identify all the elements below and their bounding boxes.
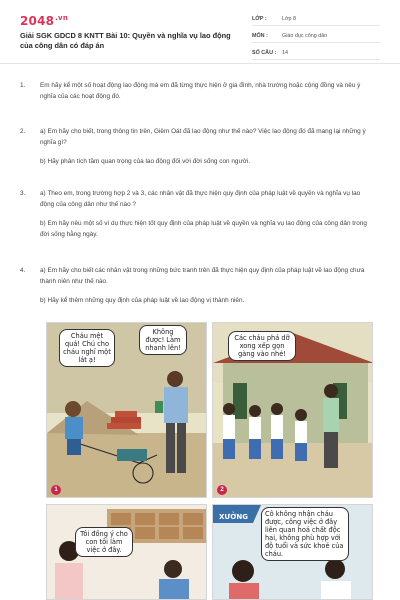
factory-sign: XƯỞNG: [219, 513, 248, 521]
question-text: a) Theo em, trong trường hợp 2 và 3, các nhân vật đã thực hiện quy định của pháp luật về quyền và nghĩa vụ lao động của công dân như thế nào ?: [40, 190, 361, 208]
panel-badge: 1: [51, 485, 61, 495]
question-text: Em hãy kể một số hoạt động lao động mà em đã từng thực hiện ở gia đình, nhà trường hoặc cộng đồng và nêu ý nghĩa của các hoạt động đó.: [40, 82, 361, 100]
meta-row-grade: LỚP : Lớp 8: [252, 12, 380, 26]
speech-bubble: Cô không nhận cháu được, công việc ở đây liên quan hoá chất độc hại, không phù hợp với độ tuổi và sức khoẻ của cháu.: [261, 507, 349, 561]
meta-row-count: SỐ CÂU : 14: [252, 46, 380, 60]
meta-table: [252, 12, 380, 60]
question-text: b) Em hãy nêu một số ví dụ thực hiện tốt quy định của pháp luật về quyền và nghĩa vụ lao động của công dân trong đời sống hằng ngày.: [40, 220, 367, 238]
speech-bubble: Các cháu phá dỡ xong xếp gọn gàng vào nhé!: [228, 331, 296, 361]
comic-panel-2: [212, 322, 373, 498]
question-text: b) Hãy kể thêm những quy định của pháp luật về lao động vị thành niên.: [40, 297, 245, 304]
question-item: 4. a) Em hãy cho biết các nhân vật trong những bức tranh trên đã thực hiện quy định của pháp luật về lao động chưa thành niên như thế nào. b) Hãy kể thêm những quy định của pháp luật về lao động vị thành niên.: [20, 265, 370, 306]
site-logo[interactable]: $2048^{.vn}$: [20, 14, 69, 28]
speech-bubble: Không được! Làm nhanh lên!: [139, 325, 187, 355]
question-item: 3. a) Theo em, trong trường hợp 2 và 3, các nhân vật đã thực hiện quy định của pháp luật về quyền và nghĩa vụ lao động của công dân như thế nào ? b) Em hãy nêu một số ví dụ thực hiện tốt quy định của pháp luật về quyền và nghĩa vụ lao động của công dân trong đời sống hằng ngày.: [20, 188, 370, 240]
speech-bubble: Tôi đồng ý cho con tôi làm việc ở đây.: [75, 527, 133, 557]
comic-illustration: [46, 322, 373, 600]
question-text: a) Em hãy cho biết các nhân vật trong những bức tranh trên đã thực hiện quy định của pháp luật về lao động chưa thành niên như thế nào.: [40, 267, 365, 285]
comic-panel-4: [212, 504, 373, 600]
meta-row-subject: MÔN : Giáo dục công dân: [252, 29, 380, 43]
question-item: 1. Em hãy kể một số hoạt động lao động mà em đã từng thực hiện ở gia đình, nhà trường hoặc cộng đồng và nêu ý nghĩa của các hoạt động đó.: [20, 80, 370, 102]
comic-panel-1: [46, 322, 207, 498]
question-text: a) Em hãy cho biết, trong thông tin trên, Giêm Oát đã lao động như thế nào? Việc lao động đó đã mang lại những ý nghĩa gì?: [40, 128, 366, 146]
page-header: [0, 0, 400, 64]
question-text: b) Hãy phân tích tầm quan trọng của lao động đối với đời sống con người.: [40, 158, 251, 165]
panel-badge: 2: [217, 485, 227, 495]
speech-bubble: Cháu mệt quá! Chú cho cháu nghỉ một lát ạ!: [59, 329, 115, 367]
page-title: Giải SGK GDCD 8 KNTT Bài 10: Quyền và nghĩa vụ lao động của công dân có đáp án: [20, 31, 231, 50]
comic-panel-3: [46, 504, 207, 600]
question-item: 2. a) Em hãy cho biết, trong thông tin trên, Giêm Oát đã lao động như thế nào? Việc lao động đó đã mang lại những ý nghĩa gì? b) Hãy phân tích tầm quan trọng của lao động đối với đời sống con người.: [20, 126, 370, 167]
